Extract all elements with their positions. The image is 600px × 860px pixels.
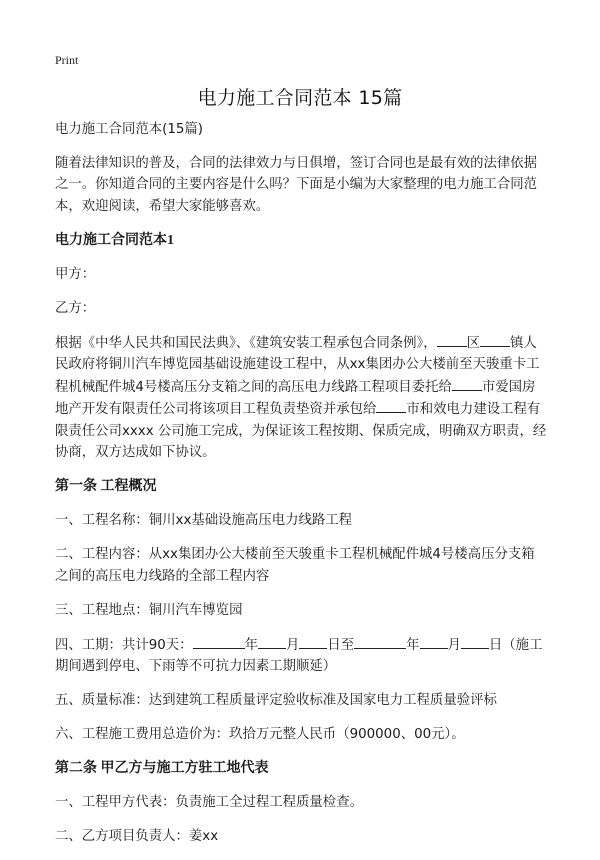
year-label: 年: [406, 637, 420, 653]
preamble-text-5: 市和效电力建设工程有限责任公司xxxx 公司施工完成，为保证该工程按期、保质完成，明确双方职责，经协商，双方达成如下协议。: [55, 402, 547, 460]
day-label: 日: [488, 637, 503, 653]
article-1-heading: 第一条 工程概况: [55, 479, 157, 494]
article-2-item-2: 二、乙方项目负责人：姜xx: [55, 829, 219, 844]
city-blank-1: [452, 376, 482, 391]
end-month-blank: [420, 634, 448, 649]
preamble-text-4: 市爱国房地产开发有限责任公司将该项目工程负责垫资并承包给: [55, 379, 536, 417]
article-1-item-3: 三、工程地点：铜川汽车博览园: [55, 602, 243, 618]
duration-suffix: （施工期间遇到停电、下雨等不可抗力因素工期顺延）: [55, 637, 543, 674]
preamble-paragraph: [55, 332, 547, 464]
article-1-item-2: 二、工程内容：从xx集团办公大楼前至天骏重卡工程机械配件城4号楼高压分支箱之间的高压电力线路的全部工程内容: [55, 547, 535, 584]
month-label: 月: [285, 637, 300, 653]
year-label: 年: [244, 637, 258, 653]
document-title: 电力施工合同范本 15篇: [197, 87, 403, 109]
intro-paragraph: 随着法律知识的普及，合同的法律效力与日俱增，签订合同也是最有效的法律依据之一。你知道合同的主要内容是什么吗？下面是小编为大家整理的电力施工合同范本，欢迎阅读，希望大家能够喜欢。: [55, 155, 538, 214]
print-label: Print: [55, 53, 79, 67]
end-day-blank: [461, 634, 489, 649]
article-1-item-5: 五、质量标准：达到建筑工程质量评定验收标准及国家电力工程质量验评标: [55, 693, 497, 708]
document-body: [55, 119, 547, 860]
day-to-label: 日至: [327, 637, 355, 653]
month-label: 月: [447, 637, 461, 653]
start-day-blank: [299, 634, 327, 649]
city-blank-2: [376, 398, 406, 413]
duration-prefix: 四、工期：共计90天：: [55, 637, 193, 653]
preamble-text-1: 根据《中华人民共和国民法典》、《建筑安装工程承包合同条例》，: [55, 335, 437, 351]
party-b-label: 乙方：: [55, 300, 96, 316]
district-blank: [437, 332, 467, 347]
town-blank: [480, 332, 510, 347]
preamble-text-2: 区: [466, 335, 481, 351]
preamble-text-3: 镇人民政府将铜川汽车博览园基础设施建设工程中，从xx集团办公大楼前至天骏重卡工程机械配件城4号楼高压分支箱之间的高压电力线路工程项目委托给: [55, 335, 540, 395]
article-1-item-6: 六、工程施工费用总造价为：玖拾万元整人民币（900000、00元）。: [55, 727, 465, 742]
document-subtitle: 电力施工合同范本(15篇): [55, 122, 204, 137]
party-a-label: 甲方：: [55, 266, 96, 282]
article-2-heading: 第二条 甲乙方与施工方驻工地代表: [55, 761, 269, 776]
end-year-blank: [354, 634, 406, 649]
article-2-item-1: 一、工程甲方代表：负责施工全过程工程质量检查。: [55, 795, 363, 810]
start-year-blank: [193, 634, 245, 649]
start-month-blank: [258, 634, 286, 649]
section-heading: 电力施工合同范本1: [55, 232, 174, 248]
article-1-item-4: [55, 634, 547, 678]
article-1-item-1: 一、工程名称：铜川xx基础设施高压电力线路工程: [55, 513, 353, 528]
